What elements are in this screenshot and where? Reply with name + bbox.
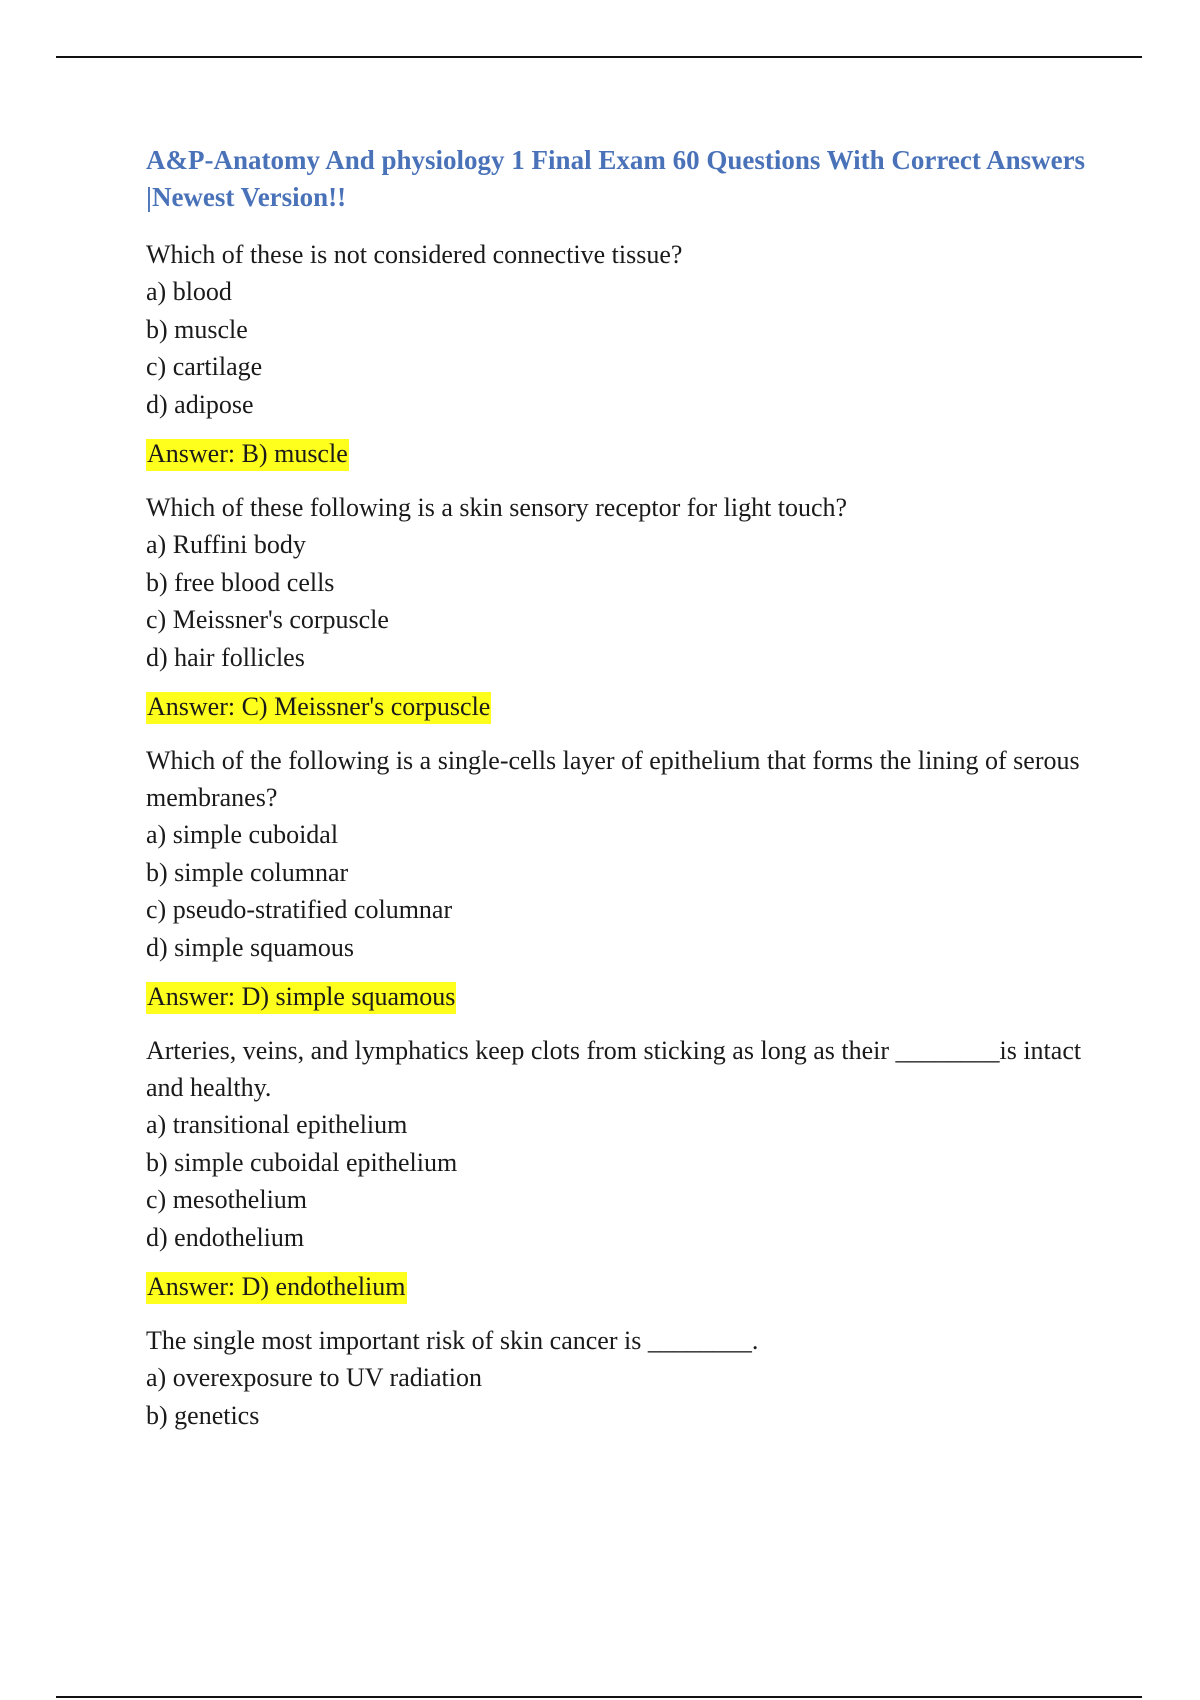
question-text: The single most important risk of skin cancer is ________. [146,1326,759,1355]
bottom-rule [56,1696,1142,1698]
document-body [146,142,1106,1434]
option-item: d) endothelium [146,1222,305,1252]
question-text: Arteries, veins, and lymphatics keep clots from sticking as long as their ________is intact and healthy. [146,1036,1082,1102]
option-item: c) pseudo-stratified columnar [146,895,453,924]
question-text: Which of these is not considered connective tissue? [146,240,683,269]
answer-line [146,690,1106,724]
option-item: b) simple columnar [146,857,349,887]
option-item: a) transitional epithelium [146,1110,408,1139]
option-item: d) hair follicles [146,642,305,672]
question-block [146,1032,1106,1304]
option-item: d) adipose [146,389,254,419]
option-item: c) mesothelium [146,1185,308,1214]
answer-highlight: Answer: D) endothelium [146,1272,407,1304]
document-title: A&P-Anatomy And physiology 1 Final Exam 60 Questions With Correct Answers |Newest Version!! [146,145,1086,212]
option-item: a) overexposure to UV radiation [146,1363,482,1392]
answer-line [146,1270,1106,1304]
option-list [146,816,1106,966]
option-item: a) Ruffini body [146,530,306,559]
option-list [146,1106,1106,1256]
option-item: c) Meissner's corpuscle [146,605,389,634]
option-item: a) simple cuboidal [146,820,339,849]
top-rule [56,56,1142,58]
option-item: b) muscle [146,314,248,344]
question-block [146,742,1106,1014]
option-list [146,526,1106,676]
question-block [146,1322,1106,1434]
question-block [146,489,1106,724]
question-block [146,236,1106,471]
option-item: b) free blood cells [146,567,335,597]
question-text: Which of the following is a single-cells layer of epithelium that forms the lining of serous membranes? [146,746,1080,812]
option-list [146,273,1106,423]
answer-highlight: Answer: B) muscle [146,439,349,471]
option-item: d) simple squamous [146,932,354,962]
option-item: b) genetics [146,1400,260,1430]
option-item: b) simple cuboidal epithelium [146,1147,458,1177]
option-item: a) blood [146,277,232,306]
answer-highlight: Answer: D) simple squamous [146,982,456,1014]
answer-line [146,980,1106,1014]
question-text: Which of these following is a skin sensory receptor for light touch? [146,493,848,522]
option-item: c) cartilage [146,352,263,381]
answer-highlight: Answer: C) Meissner's corpuscle [146,692,491,724]
answer-line [146,437,1106,471]
option-list [146,1359,1106,1434]
